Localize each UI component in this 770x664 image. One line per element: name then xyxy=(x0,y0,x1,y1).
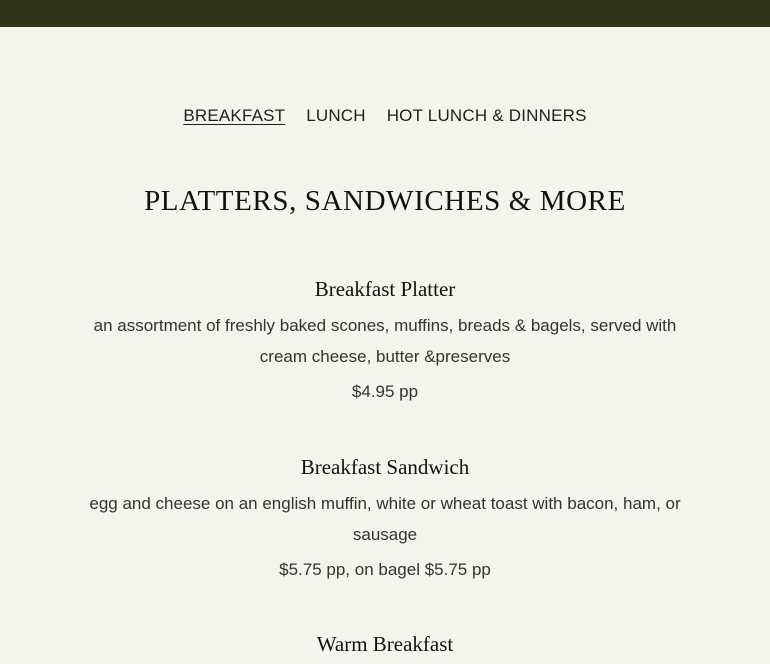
menu-item-breakfast-platter xyxy=(0,276,770,404)
menu-item-description: egg and cheese on an english muffin, white or wheat toast with bacon, ham, or sausage xyxy=(89,494,681,544)
menu-item-description: an assortment of freshly baked scones, muffins, breads & bagels, served with cream cheese, butter &preserves xyxy=(93,316,677,366)
tab-lunch[interactable]: LUNCH xyxy=(306,106,366,125)
menu-item-name: Breakfast Sandwich xyxy=(300,455,470,479)
section-title: PLATTERS, SANDWICHES & MORE xyxy=(144,185,626,217)
menu-item-name: Breakfast Platter xyxy=(314,277,456,301)
menu-item-price: $5.75 pp, on bagel $5.75 pp xyxy=(279,560,491,579)
tab-breakfast[interactable]: BREAKFAST xyxy=(183,106,286,125)
menu-item-warm-breakfast xyxy=(0,631,770,657)
menu-item-breakfast-sandwich xyxy=(0,454,770,582)
menu-tabs xyxy=(0,106,770,126)
menu-item-name: Warm Breakfast xyxy=(316,632,454,656)
tab-hot-lunch-dinners[interactable]: HOT LUNCH & DINNERS xyxy=(386,106,587,125)
top-bar xyxy=(0,0,770,27)
menu-item-price: $4.95 pp xyxy=(351,382,419,401)
